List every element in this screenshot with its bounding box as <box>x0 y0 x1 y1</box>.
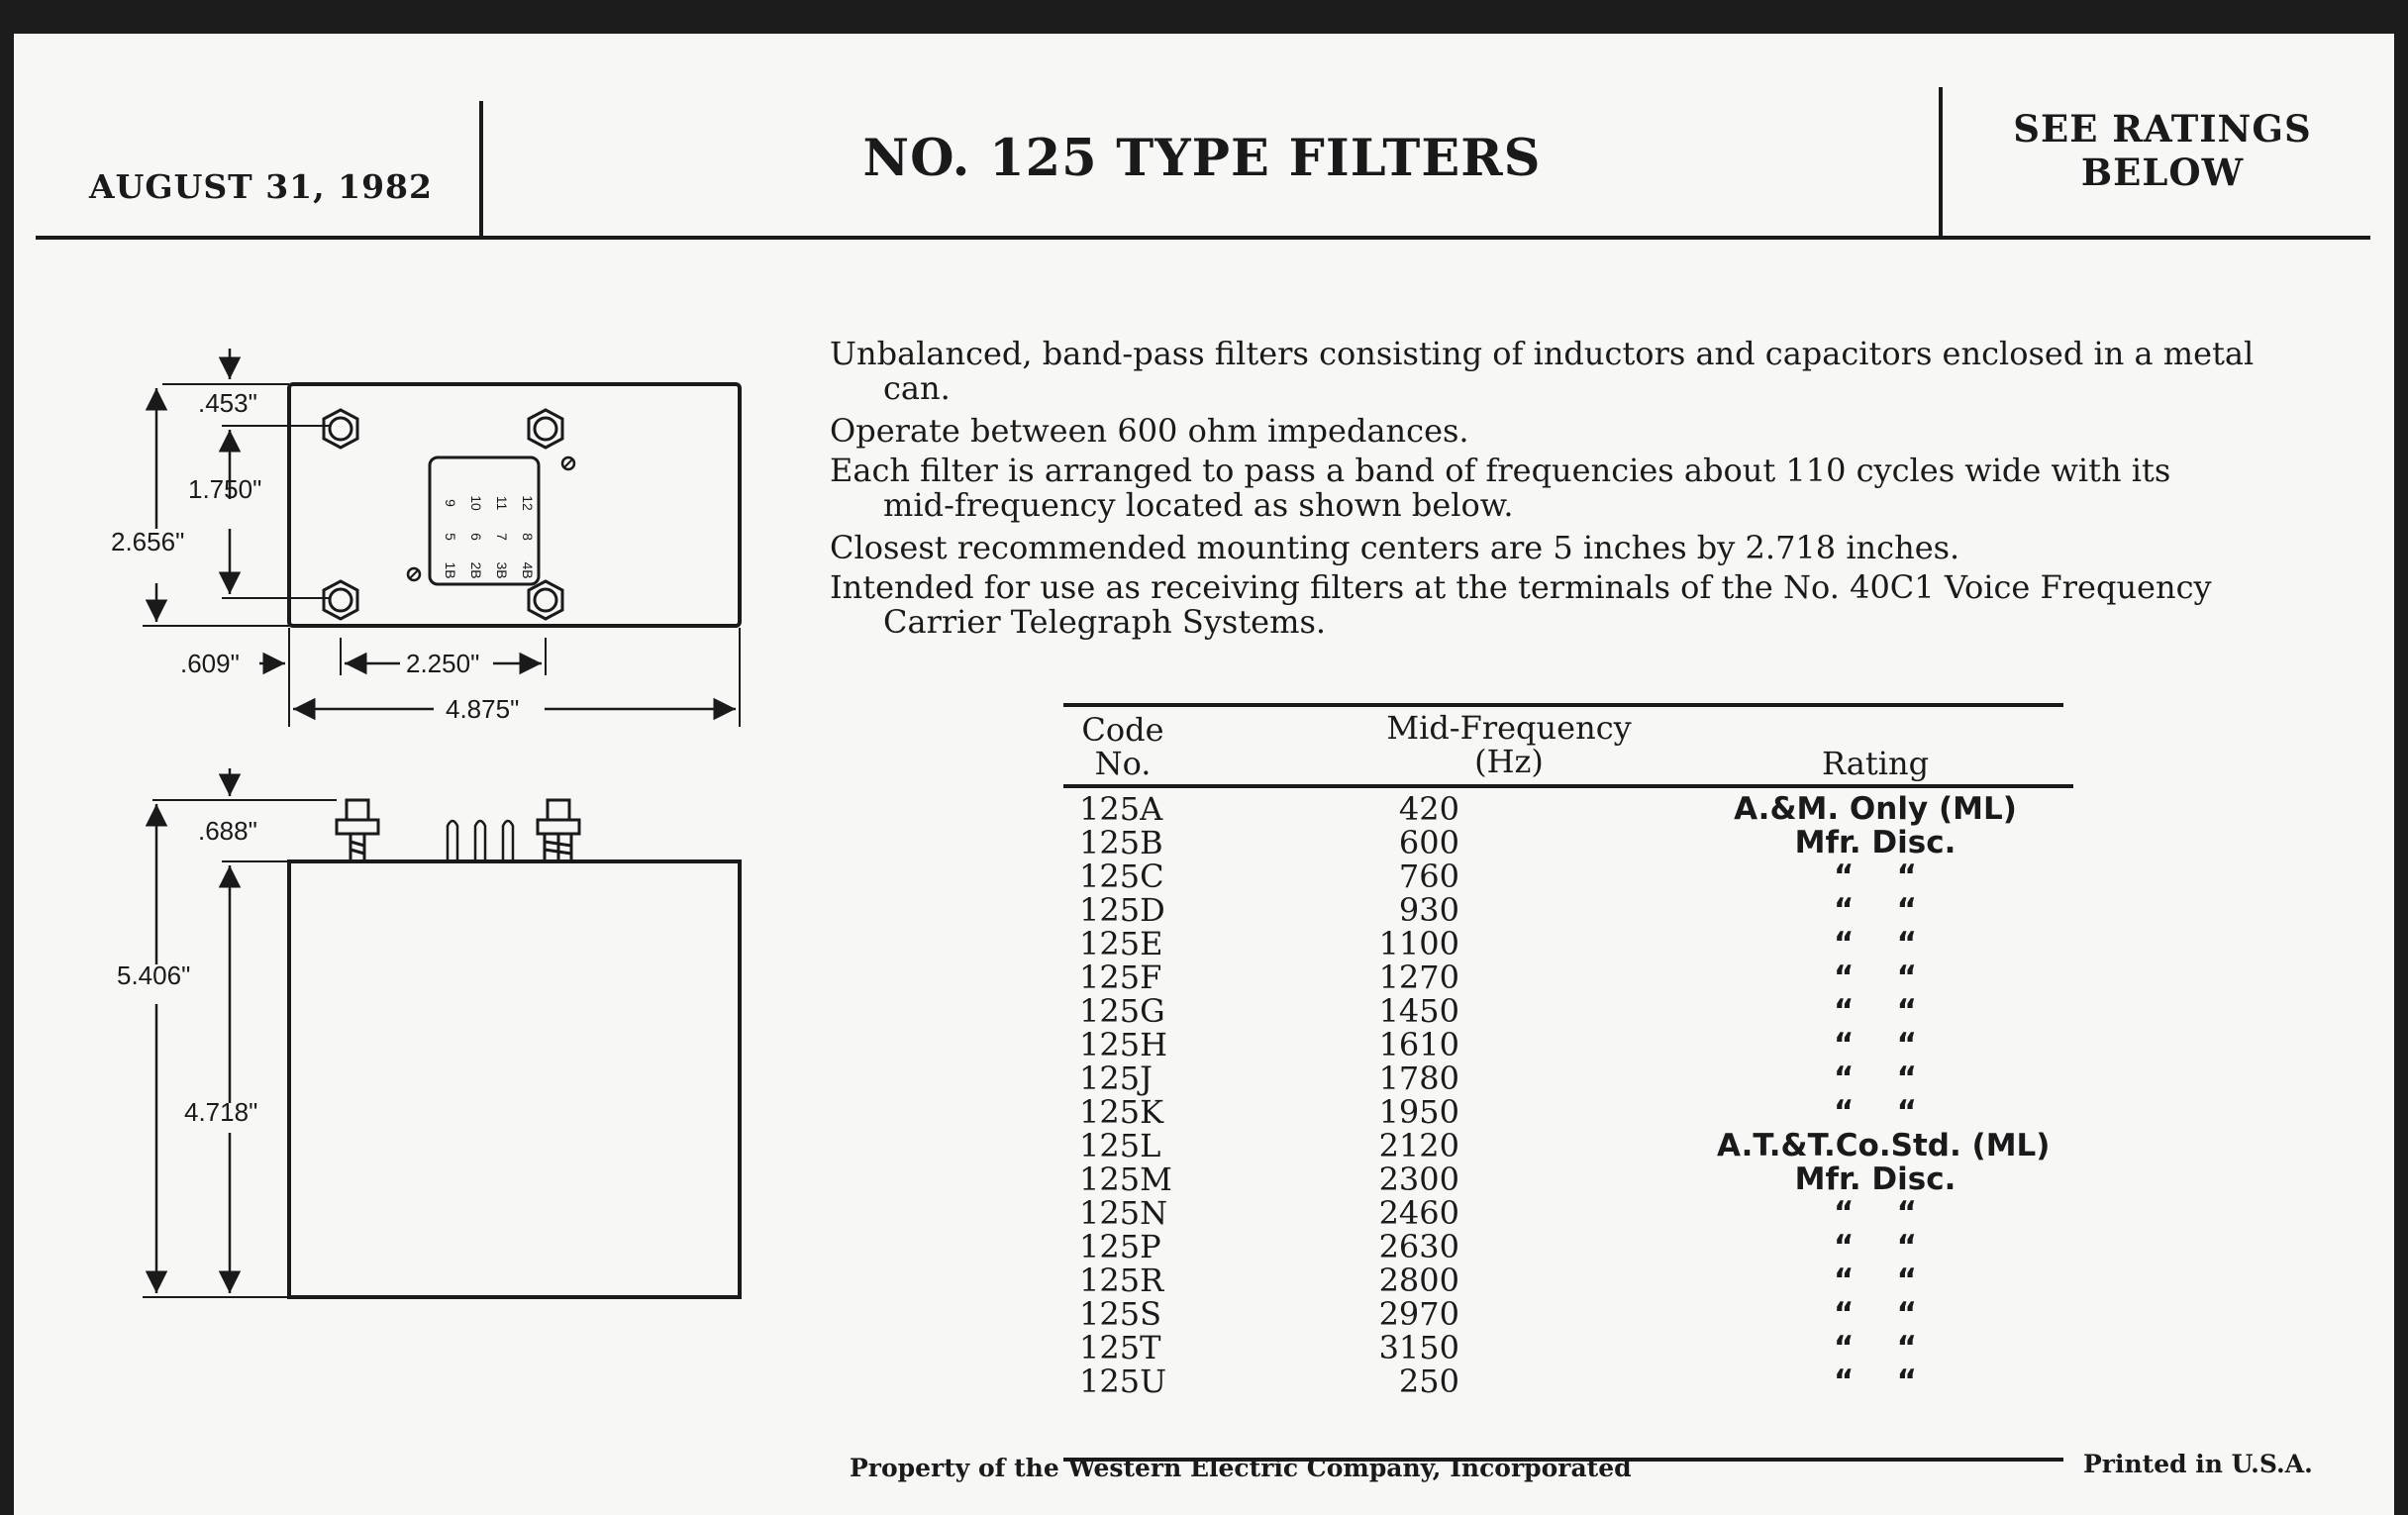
row-rating: “ “ <box>1834 960 1917 995</box>
row-rating: “ “ <box>1834 1027 1917 1062</box>
row-code: 125C <box>1079 858 1164 895</box>
row-mid-frequency: 420 <box>1398 790 1459 828</box>
ratings-note <box>1984 107 2341 194</box>
row-code: 125M <box>1079 1161 1172 1198</box>
row-mid-frequency: 2120 <box>1378 1127 1459 1164</box>
dim-label-4875: 4.875" <box>446 694 520 724</box>
row-rating: “ “ <box>1834 1229 1917 1264</box>
row-mid-frequency: 1610 <box>1378 1026 1459 1063</box>
table-row <box>1063 1028 2073 1061</box>
table-row <box>1063 1061 2073 1095</box>
row-code: 125L <box>1079 1127 1161 1164</box>
row-code: 125T <box>1079 1329 1161 1366</box>
terminal-label: 11 <box>494 495 510 511</box>
document-date: AUGUST 31, 1982 <box>89 167 433 206</box>
row-code: 125D <box>1079 891 1165 929</box>
header-code: Code No. <box>1081 711 1164 782</box>
row-mid-frequency: 600 <box>1398 824 1459 861</box>
row-code: 125U <box>1079 1363 1167 1400</box>
table-row <box>1063 1162 2073 1196</box>
table-row <box>1063 826 2073 859</box>
row-mid-frequency: 1950 <box>1378 1093 1459 1131</box>
page-title: NO. 125 TYPE FILTERS <box>862 129 1542 188</box>
side-view-stud-right <box>538 800 579 861</box>
terminal-label: 4B <box>520 561 536 579</box>
row-mid-frequency: 250 <box>1398 1363 1459 1400</box>
footer-property: Property of the Western Electric Company, Incorporated <box>850 1454 1632 1482</box>
row-mid-frequency: 1450 <box>1378 992 1459 1030</box>
table-row <box>1063 1297 2073 1331</box>
row-code: 125H <box>1079 1026 1167 1063</box>
header-rating: Rating <box>1821 745 1930 782</box>
terminal-label: 1B <box>443 561 458 579</box>
terminal-label: 12 <box>520 495 536 511</box>
row-code: 125A <box>1079 790 1163 828</box>
side-view-outline <box>289 861 740 1297</box>
table-row <box>1063 1095 2073 1129</box>
row-mid-frequency: 2800 <box>1378 1262 1459 1299</box>
footer-printed: Printed in U.S.A. <box>2083 1450 2313 1478</box>
table-row <box>1063 792 2073 826</box>
row-rating: “ “ <box>1834 926 1917 961</box>
row-mid-frequency: 2460 <box>1378 1194 1459 1232</box>
table-row <box>1063 1331 2073 1364</box>
ratings-line-1: SEE RATINGS <box>2013 107 2312 151</box>
top-view-stud-bl <box>324 581 357 619</box>
top-view-stud-tl <box>324 410 357 448</box>
row-rating: “ “ <box>1834 993 1917 1029</box>
row-code: 125N <box>1079 1194 1168 1232</box>
header-divider-right <box>1939 87 1943 240</box>
terminal-label: 2B <box>468 561 484 579</box>
ratings-line-2: BELOW <box>2080 151 2245 194</box>
row-code: 125E <box>1079 925 1163 962</box>
row-mid-frequency: 1100 <box>1378 925 1459 962</box>
table-header-rule <box>1063 784 2073 788</box>
terminal-label: 9 <box>443 499 458 507</box>
terminal-labels <box>443 495 536 578</box>
row-rating: “ “ <box>1834 1262 1917 1298</box>
row-code: 125F <box>1079 959 1162 996</box>
description-paragraph-2: Operate between 600 ohm impedances. <box>830 412 1469 450</box>
row-code: 125J <box>1079 1060 1153 1097</box>
terminal-label: 5 <box>443 533 458 541</box>
row-rating: “ “ <box>1834 892 1917 928</box>
side-view-stud-left <box>337 800 378 861</box>
row-mid-frequency: 1270 <box>1378 959 1459 996</box>
row-mid-frequency: 2970 <box>1378 1295 1459 1333</box>
terminal-label: 7 <box>494 533 510 541</box>
row-rating: “ “ <box>1834 1195 1917 1231</box>
row-code: 125S <box>1079 1295 1161 1333</box>
top-view-stud-tr <box>529 410 562 448</box>
dim-label-1750: 1.750" <box>188 474 262 504</box>
row-rating: “ “ <box>1834 1060 1917 1096</box>
row-code: 125P <box>1079 1228 1161 1265</box>
row-mid-frequency: 3150 <box>1378 1329 1459 1366</box>
row-rating: Mfr. Disc. <box>1794 1162 1956 1197</box>
row-rating: “ “ <box>1834 1296 1917 1332</box>
side-view-terminal-pins <box>448 821 513 861</box>
description-paragraph-3: Each filter is arranged to pass a band of frequencies about 110 cycles wide with its mid-frequency located as shown below. <box>830 452 2171 524</box>
row-rating: A.T.&T.Co.Std. (ML) <box>1717 1128 2051 1163</box>
terminal-label: 3B <box>494 561 510 579</box>
row-code: 125R <box>1079 1262 1164 1299</box>
row-rating: “ “ <box>1834 1330 1917 1365</box>
table-row <box>1063 1364 2073 1398</box>
row-mid-frequency: 930 <box>1398 891 1459 929</box>
description-paragraph-5: Intended for use as receiving filters at the terminals of the No. 40C1 Voice Frequency Carrier Telegraph Systems. <box>830 568 2212 641</box>
description-paragraph-1: Unbalanced, band-pass filters consisting of inductors and capacitors enclosed in a metal can. <box>830 335 2255 407</box>
row-rating: “ “ <box>1834 1364 1917 1399</box>
row-code: 125B <box>1079 824 1163 861</box>
row-mid-frequency: 760 <box>1398 858 1459 895</box>
table-row <box>1063 893 2073 927</box>
row-code: 125K <box>1079 1093 1163 1131</box>
document-page <box>14 34 2394 1515</box>
dim-label-609: .609" <box>180 649 240 678</box>
row-mid-frequency: 1780 <box>1378 1060 1459 1097</box>
dim-label-688: .688" <box>198 816 257 846</box>
table-row <box>1063 1263 2073 1297</box>
dim-label-4718: 4.718" <box>184 1097 258 1127</box>
description-paragraph-4: Closest recommended mounting centers are 5 inches by 2.718 inches. <box>830 529 1960 566</box>
terminal-label: 8 <box>520 533 536 541</box>
table-row <box>1063 1129 2073 1162</box>
row-mid-frequency: 2630 <box>1378 1228 1459 1265</box>
dim-label-453: .453" <box>198 388 257 418</box>
table-row <box>1063 1196 2073 1230</box>
row-mid-frequency: 2300 <box>1378 1161 1459 1198</box>
top-view-stud-br <box>529 581 562 619</box>
row-rating: Mfr. Disc. <box>1794 825 1956 860</box>
row-rating: A.&M. Only (ML) <box>1734 791 2017 827</box>
table-top-rule <box>1063 703 2063 707</box>
table-row <box>1063 927 2073 960</box>
filter-dimension-drawing <box>14 34 806 1420</box>
row-code: 125G <box>1079 992 1165 1030</box>
table-row <box>1063 994 2073 1028</box>
terminal-label: 10 <box>468 495 484 511</box>
row-rating: “ “ <box>1834 1094 1917 1130</box>
row-rating: “ “ <box>1834 858 1917 894</box>
dim-label-5406: 5.406" <box>117 960 191 990</box>
dim-label-2656: 2.656" <box>111 527 185 556</box>
header-mid-frequency: Mid-Frequency (Hz) <box>1386 709 1632 780</box>
table-row <box>1063 1230 2073 1263</box>
table-row <box>1063 960 2073 994</box>
table-row <box>1063 859 2073 893</box>
dim-label-2250: 2.250" <box>406 649 480 678</box>
terminal-label: 6 <box>468 533 484 541</box>
